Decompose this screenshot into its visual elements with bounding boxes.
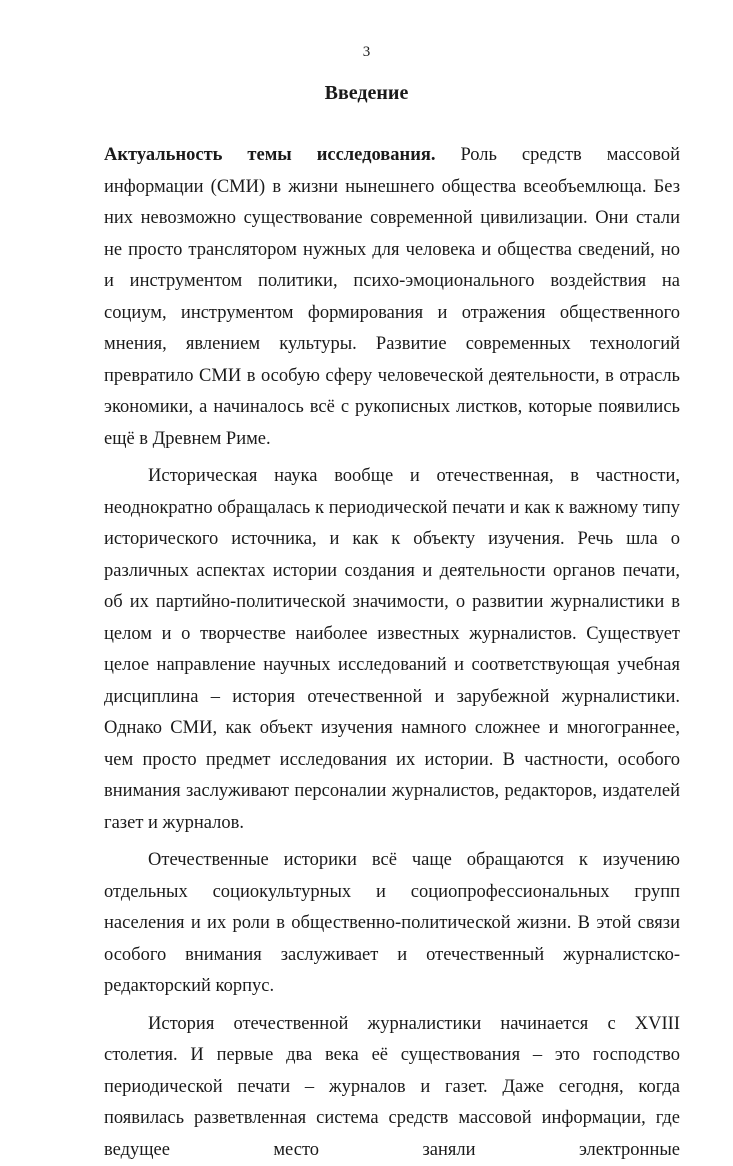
paragraph-text: Роль средств массовой информации (СМИ) в жизни нынешнего общества всеобъемлюща. Без них невозможно существование современной цивилизации. Они стали не просто транслятором нужных для человека и общества сведений, но и инструментом политики, психо-эмоционального воздействия на социум, инструментом формирования и отражения общественного мнения, явлением культуры. Развитие современных технологий превратило СМИ в особую сферу человеческой деятельности, в отрасль экономики, а начиналось всё с рукописных листков, которые появились ещё в Древнем Риме. <box>104 145 680 449</box>
body-text <box>104 140 680 1166</box>
section-title: Введение <box>0 82 733 105</box>
paragraph-historians: Отечественные историки всё чаще обращаются к изучению отдельных социокультурных и социопрофессиональных групп населения и их роли в общественно-политической жизни. В этой связи особого внимания заслуживает и отечественный журналистско-редакторский корпус. <box>104 845 680 1003</box>
paragraph-lead: Актуальность темы исследования. <box>104 145 435 165</box>
paragraph-history: История отечественной журналистики начинается с XVIII столетия. И первые два века её существования – это господство периодической печати – журналов и газет. Даже сегодня, когда появилась разветвленная система средств массовой информации, где ведущее место заняли электронные <box>104 1009 680 1166</box>
page-number: 3 <box>0 44 733 61</box>
paragraph-relevance <box>104 140 680 455</box>
paragraph-historiography: Историческая наука вообще и отечественная, в частности, неоднократно обращалась к периодической печати и как к важному типу исторического источника, и как к объекту изучения. Речь шла о различных аспектах истории создания и деятельности органов печати, об их партийно-политической значимости, о развитии журналистики в целом и о творчестве наиболее известных журналистов. Существует целое направление научных исследований и соответствующая учебная дисциплина – история отечественной и зарубежной журналистики. Однако СМИ, как объект изучения намного сложнее и многограннее, чем просто предмет исследования их истории. В частности, особого внимания заслуживают персоналии журналистов, редакторов, издателей газет и журналов. <box>104 461 680 839</box>
